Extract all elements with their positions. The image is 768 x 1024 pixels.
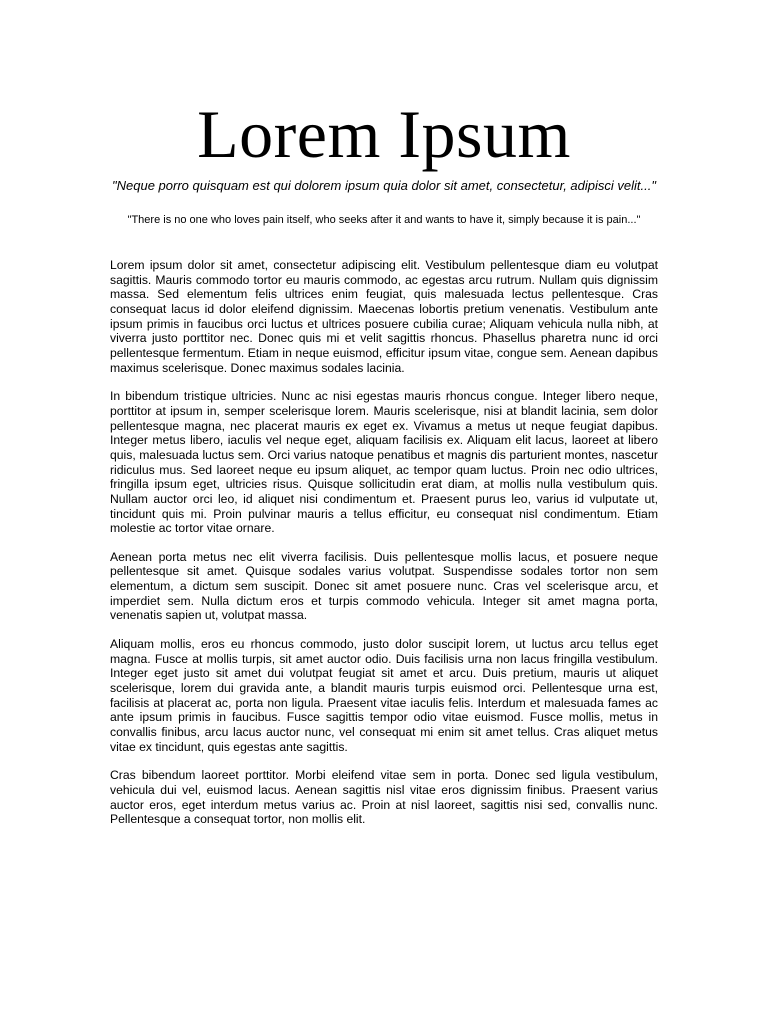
paragraph-3: Aenean porta metus nec elit viverra facilisis. Duis pellentesque mollis lacus, et posuere neque pellentesque sit amet. Quisque sodales varius volutpat. Suspendisse sodales tortor non sem elementum, a dictum sem suscipit. Donec sit amet posuere nunc. Cras vel scelerisque arcu, et imperdiet sem. Nulla dictum eros et turpis commodo vehicula. Integer sit amet magna porta, venenatis sapien ut, volutpat massa. [110,549,658,623]
document-title: Lorem Ipsum [197,96,571,172]
latin-quote: "Neque porro quisquam est qui dolorem ipsum quia dolor sit amet, consectetur, adipisci velit..." [112,178,656,193]
paragraph-2: In bibendum tristique ultricies. Nunc ac nisi egestas mauris rhoncus congue. Integer libero neque, porttitor at ipsum in, semper scelerisque lorem. Mauris scelerisque, nisi at blandit lacinia, sem dolor pellentesque magna, nec placerat mauris ex eget ex. Vivamus a metus ut neque feugiat dapibus. Integer metus libero, iaculis vel neque eget, aliquam facilisis ex. Aliquam elit lacus, laoreet at libero quis, malesuada luctus sem. Orci varius natoque penatibus et magnis dis parturient montes, nascetur ridiculus mus. Sed laoreet neque eu ipsum aliquet, ac tempor quam luctus. Proin nec odio ultrices, fringilla ipsum eget, ultricies risus. Quisque sollicitudin erat diam, at mollis nulla vestibulum quis. Nullam auctor orci leo, id aliquet nisi condimentum et. Praesent purus leo, varius id vulputate ut, tincidunt quis mi. Proin pulvinar mauris a tellus efficitur, eu consequat nisl condimentum. Etiam molestie ac tortor vitae ornare. [110,389,658,536]
paragraph-4: Aliquam mollis, eros eu rhoncus commodo, justo dolor suscipit lorem, ut luctus arcu tellus eget magna. Fusce at mollis turpis, sit amet auctor odio. Duis facilisis urna non lacus fringilla vestibulum. Integer eget justo sit amet dui volutpat feugiat sit amet et arcu. Duis pretium, mauris ut aliquet scelerisque, lorem dui gravida ante, a blandit mauris turpis euismod orci. Pellentesque urna est, facilisis at placerat ac, porta non ligula. Praesent vitae iaculis felis. Interdum et malesuada fames ac ante ipsum primis in faucibus. Fusce sagittis tempor odio vitae euismod. Fusce mollis, metus in convallis finibus, arcu lacus auctor nunc, vel consequat mi enim sit amet tellus. Cras aliquet metus vitae ex tincidunt, quis egestas ante sagittis. [110,637,658,754]
paragraph-1: Lorem ipsum dolor sit amet, consectetur adipiscing elit. Vestibulum pellentesque diam eu volutpat sagittis. Mauris commodo tortor eu mauris commodo, ac egestas arcu rutrum. Nullam quis dignissim massa. Sed elementum felis ultrices enim feugiat, quis malesuada lectus pellentesque. Cras consequat lacus id dolor eleifend dignissim. Maecenas lobortis pretium venenatis. Vestibulum ante ipsum primis in faucibus orci luctus et ultrices posuere cubilia curae; Aliquam vehicula nulla nibh, at viverra justo porttitor nec. Donec quis mi et velit sagittis rhoncus. Phasellus pharetra nunc id orci pellentesque fermentum. Etiam in neque euismod, efficitur ipsum vitae, congue sem. Aenean dapibus maximus scelerisque. Donec maximus sodales lacinia. [110,258,658,375]
english-quote: "There is no one who loves pain itself, who seeks after it and wants to have it, simply because it is pain..." [127,214,641,226]
body-text [110,258,658,841]
paragraph-5: Cras bibendum laoreet porttitor. Morbi eleifend vitae sem in porta. Donec sed ligula vestibulum, vehicula dui vel, euismod lacus. Aenean sagittis nisl vitae eros dignissim finibus. Praesent varius auctor eros, eget interdum metus varius ac. Proin at nisl laoreet, sagittis nisi sed, convallis nunc. Pellentesque a consequat tortor, non mollis elit. [110,768,658,827]
